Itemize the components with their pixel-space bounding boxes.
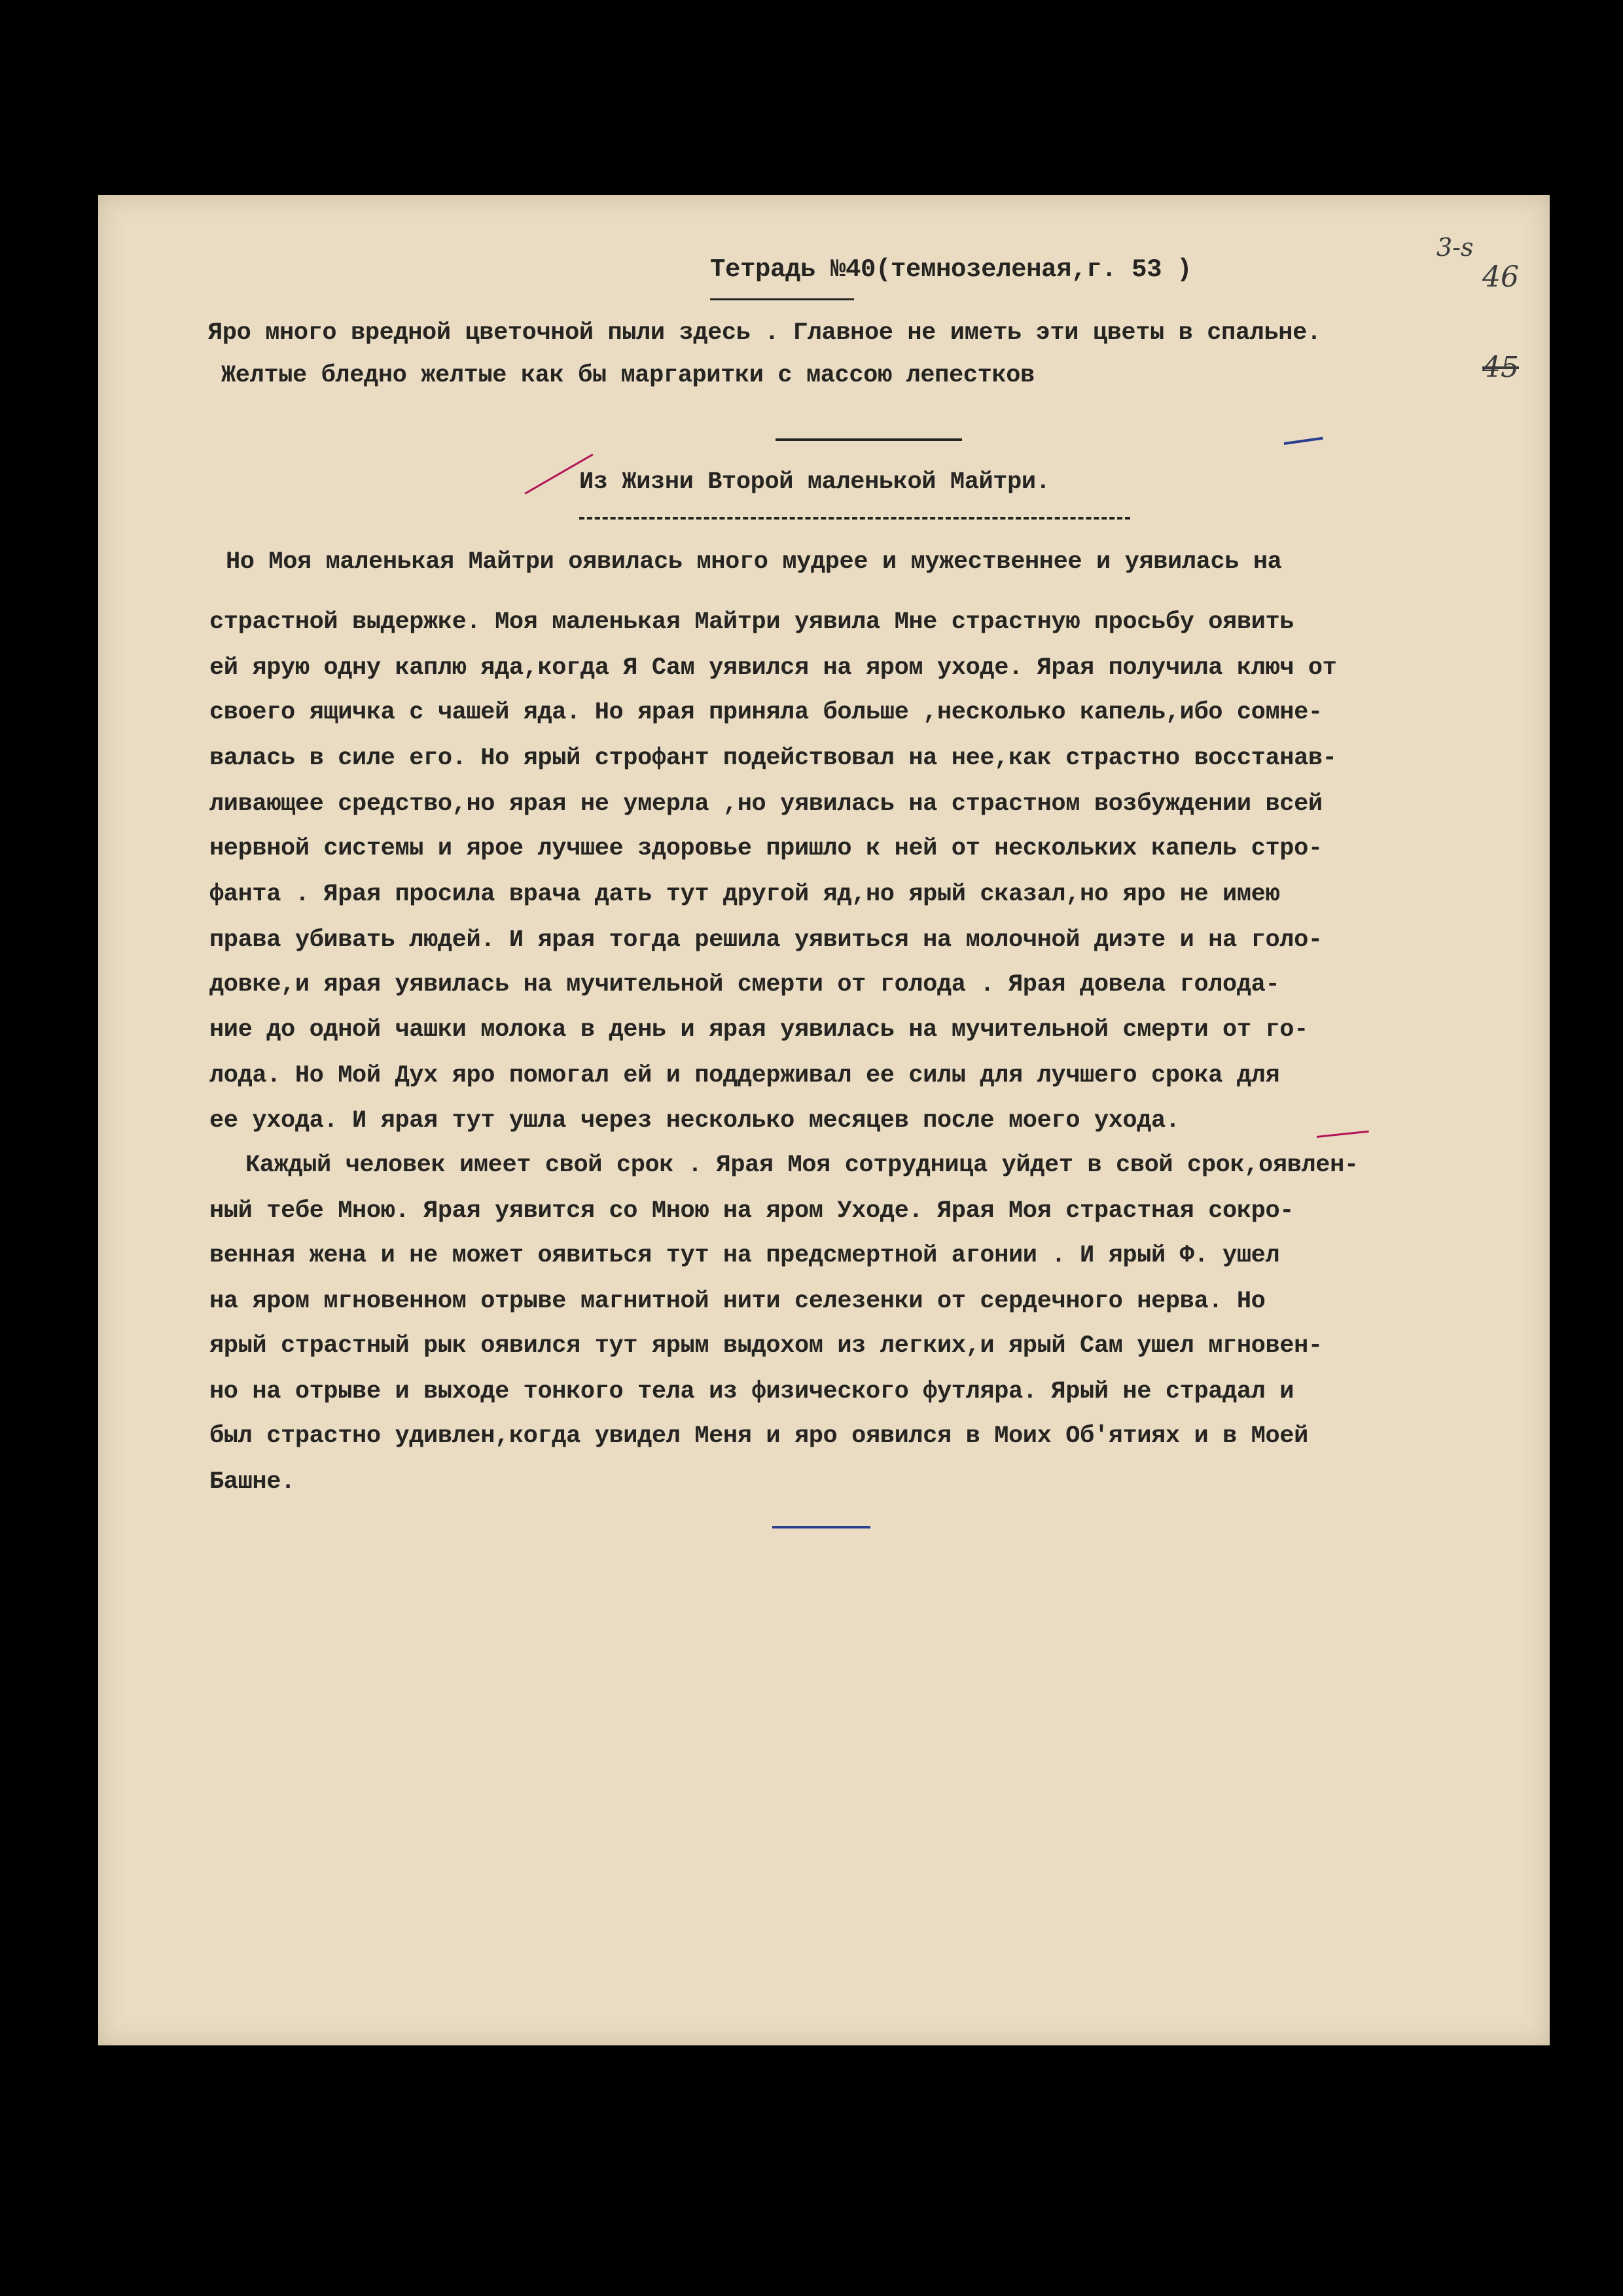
body-line: фанта . Ярая просила врача дать тут другой яд,но ярый сказал,но яро не имею (209, 881, 1280, 908)
crossed-page-number: 45 (1482, 351, 1519, 384)
body-line: ливающее средство,но ярая не умерла ,но уявилась на страстном возбуждении всей (209, 790, 1323, 818)
body-line: валась в силе его. Но ярый строфант подействовал на нее,как страстно восстанав- (209, 745, 1337, 772)
body-line: ей ярую одну каплю яда,когда Я Сам уявился на яром уходе. Ярая получила ключ от (209, 654, 1337, 682)
body-line: но на отрыве и выходе тонкого тела из физического футляра. Ярый не страдал и (209, 1378, 1294, 1405)
body-line: на яром мгновенном отрыве магнитной нити селезенки от сердечного нерва. Но (209, 1288, 1266, 1315)
section-divider (776, 438, 962, 441)
title-underline (710, 298, 854, 300)
body-line: Башне. (209, 1468, 295, 1496)
blue-pen-tick (1284, 437, 1323, 445)
intro-line-1: Яро много вредной цветочной пыли здесь . Главное не иметь эти цветы в спальне. (208, 319, 1321, 347)
section-title-dashes (579, 517, 1130, 520)
archive-number: 3-s (1436, 233, 1474, 262)
body-line: Каждый человек имеет свой срок . Ярая Моя сотрудница уйдет в свой срок,оявлен- (245, 1152, 1359, 1179)
blue-pen-end-mark (772, 1526, 870, 1528)
body-line: нервной системы и ярое лучшее здоровье пришло к ней от нескольких капель стро- (209, 835, 1323, 862)
body-line: страстной выдержке. Моя маленькая Майтри уявила Мне страстную просьбу оявить (209, 609, 1294, 636)
body-line: своего ящичка с чашей яда. Но ярая приняла больше ,несколько капель,ибо сомне- (209, 699, 1323, 726)
body-line: венная жена и не может оявиться тут на предсмертной агонии . И ярый Ф. ушел (209, 1242, 1280, 1269)
body-line: ние до одной чашки молока в день и ярая уявилась на мучительной смерти от го- (209, 1016, 1308, 1044)
intro-line-2: Желтые бледно желтые как бы маргаритки с массою лепестков (221, 362, 1035, 389)
red-pen-underline (1317, 1131, 1369, 1138)
body-line: права убивать людей. И ярая тогда решила уявиться на молочной диэте и на голо- (209, 927, 1323, 954)
body-line: лода. Но Мой Дух яро помогал ей и поддерживал ее силы для лучшего срока для (209, 1062, 1280, 1089)
section-title: Из Жизни Второй маленькой Майтри. (579, 468, 1050, 496)
body-line: ее ухода. И ярая тут ушла через несколько месяцев после моего ухода. (209, 1107, 1180, 1135)
page-number: 46 (1482, 260, 1519, 294)
notebook-title: Тетрадь №40(темнозеленая,г. 53 ) (710, 255, 1192, 284)
body-line: ярый страстный рык оявился тут ярым выдохом из легких,и ярый Сам ушел мгновен- (209, 1332, 1323, 1360)
body-line: ный тебе Мною. Ярая уявится со Мною на яром Уходе. Ярая Моя страстная сокро- (209, 1197, 1294, 1225)
document-page (98, 195, 1550, 2045)
body-line: Но Моя маленькая Майтри оявилась много мудрее и мужественнее и уявилась на (226, 548, 1282, 576)
body-line: довке,и ярая уявилась на мучительной смерти от голода . Ярая довела голода- (209, 971, 1280, 998)
body-line: был страстно удивлен,когда увидел Меня и яро оявился в Моих Об'ятиях и в Моей (209, 1422, 1308, 1450)
